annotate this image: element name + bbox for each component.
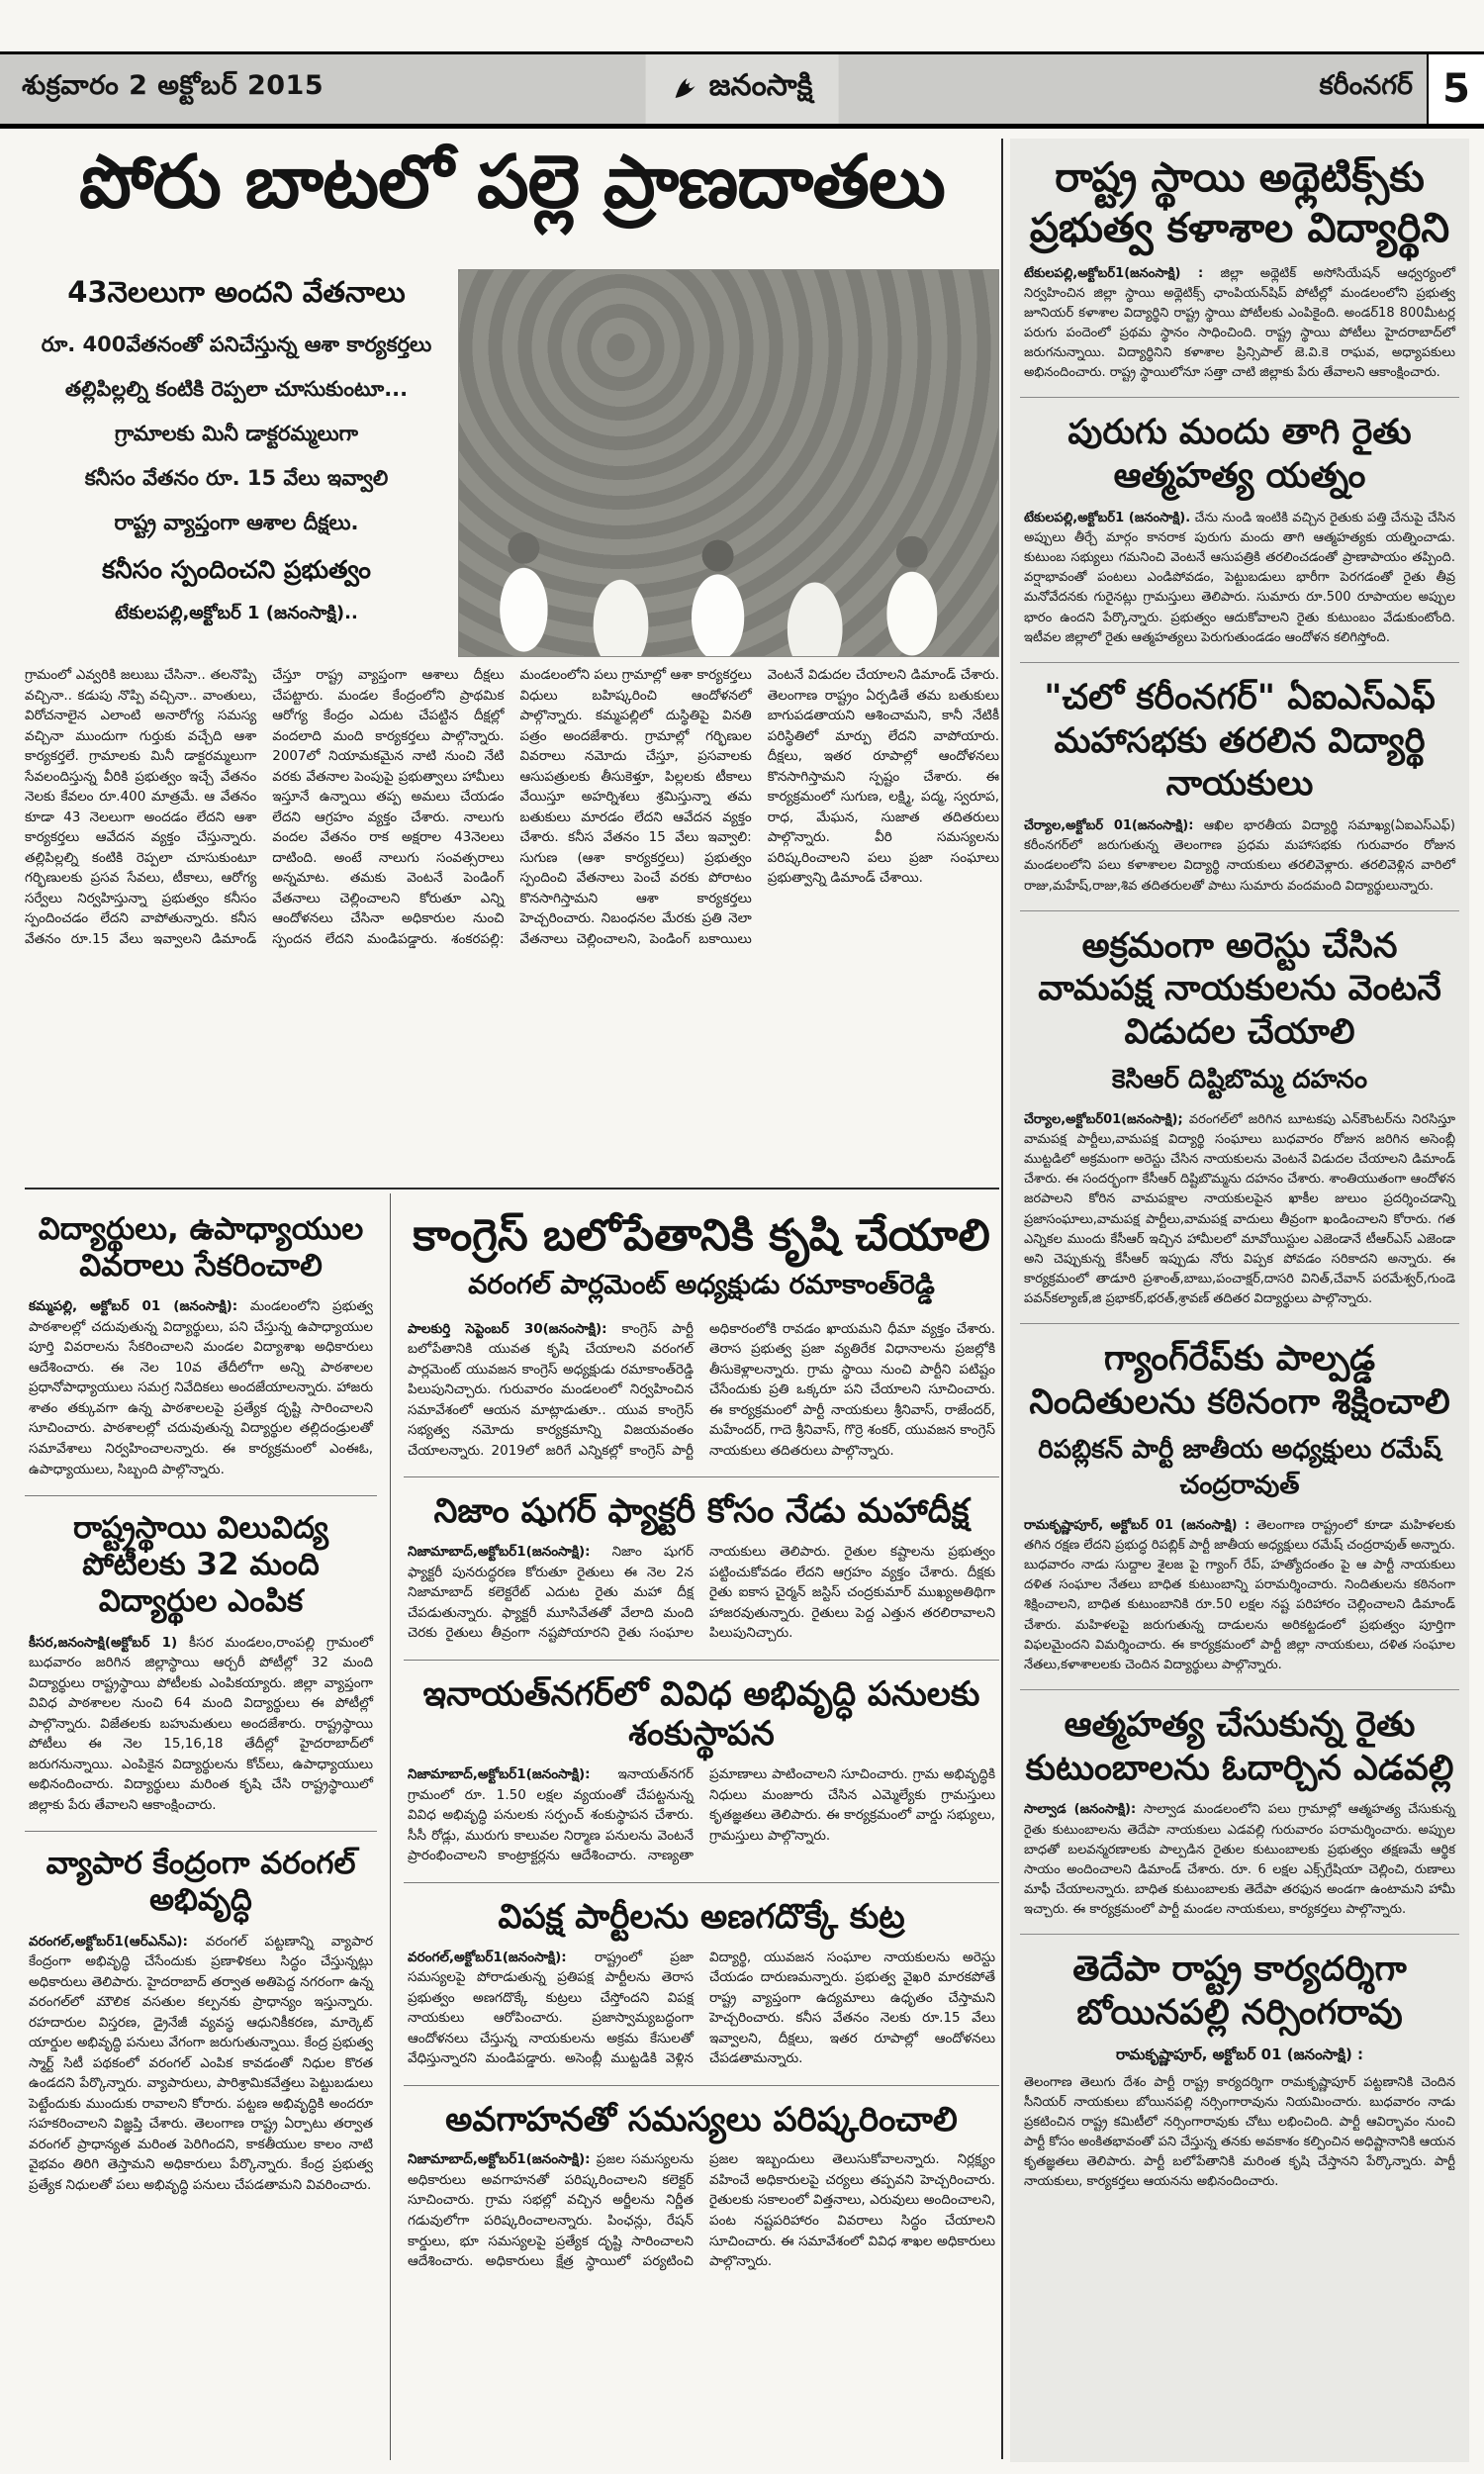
lead-body — [25, 665, 999, 1182]
article-body — [408, 1764, 995, 1866]
page-header — [0, 51, 1484, 129]
edition-label: కరీంనగర్ — [1319, 70, 1413, 101]
article-aisf-mahasabha — [1020, 663, 1459, 911]
lead-body-text: గ్రామంలో ఎవ్వరికి జలుబు చేసినా.. తలనొప్పి వచ్చినా.. కడుపు నొప్పి వచ్చినా.. వాంతులు, విరోచనాలైన ఎలాంటి అనారోగ్య సమస్య వచ్చినా ముందుగా గుర్తుకు వచ్చేది ఆశా కార్యకర్తలే. గ్రామాలకు మినీ డాక్టరమ్మలుగా సేవలందిస్తున్న వీరికి ప్రభుత్వం ఇచ్చే వేతనం నెలకు కేవలం రూ.400 మాత్రమే. ఆ వేతనం కూడా 43 నెలలుగా అందడం లేదని ఆశా కార్యకర్తలు ఆవేదన వ్యక్తం చేస్తున్నారు. తల్లిపిల్లల్ని కంటికి రెప్పలా చూసుకుంటూ గర్భిణులకు ప్రసవ సేవలు, టీకాలు, ఆరోగ్య సర్వేలు నిర్వహిస్తున్నా ప్రభుత్వం కనీసం స్పందించడం లేదని వాపోతున్నారు. కనీస వేతనం రూ.15 వేలు ఇవ్వాలని డిమాండ్ చేస్తూ రాష్ట్ర వ్యాప్తంగా ఆశాలు దీక్షలు చేపట్టారు. మండల కేంద్రంలోని ప్రాథమిక ఆరోగ్య కేంద్రం ఎదుట చేపట్టిన దీక్షల్లో వందలాది మంది కార్యకర్తలు పాల్గొన్నారు. 2007లో నియామకమైన నాటి నుంచి నేటి వరకు వేతనాల పెంపుపై ప్రభుత్వాలు హామీలు ఇస్తూనే ఉన్నాయి తప్ప అమలు చేయడం లేదని ఆగ్రహం వ్యక్తం చేశారు. నాలుగు వందల వేతనం రాక అక్షరాల 43నెలలు దాటింది. అంటే నాలుగు సంవత్సరాలు అన్నమాట. తమకు వెంటనే పెండింగ్ వేతనాలు చెల్లించాలని కోరుతూ ఎన్ని ఆందోళనలు చేసినా అధికారుల నుంచి స్పందన లేదని మండిపడ్డారు. శంకరపల్లి: మండలంలోని పలు గ్రామాల్లో ఆశా కార్యకర్తలు విధులు బహిష్కరించి ఆందోళనలో పాల్గొన్నారు. కమ్మపల్లిలో దుస్థితిపై వినతి పత్రం అందజేశారు. గ్రామాల్లో గర్భిణుల వివరాలు నమోదు చేస్తూ, ప్రసవాలకు ఆసుపత్రులకు తీసుకెళ్తూ, పిల్లలకు టీకాలు వేయిస్తూ అహర్నిశలు శ్రమిస్తున్నా తమ బతుకులు మారడం లేదని ఆవేదన వ్యక్తం చేశారు. కనీస వేతనం 15 వేలు ఇవ్వాలి: సుగుణ (ఆశా కార్యకర్తలు) ప్రభుత్వం స్పందించి వేతనాలు పెంచే వరకు పోరాటం కొనసాగిస్తామని ఆశా కార్యకర్తలు హెచ్చరించారు. నిబంధనల మేరకు ప్రతి నెలా వేతనాలు చెల్లించాలని, పెండింగ్ బకాయిలు వెంటనే విడుదల చేయాలని డిమాండ్ చేశారు. తెలంగాణ రాష్ట్రం ఏర్పడితే తమ బతుకులు బాగుపడతాయని ఆశించామని, కానీ నేటికీ పరిస్థితిలో మార్పు లేదని వాపోయారు. దీక్షలు, ఇతర రూపాల్లో ఆందోళనలు కొనసాగిస్తామని స్పష్టం చేశారు. ఈ కార్యక్రమంలో సుగుణ, లక్ష్మి, పద్మ, స్వరూప, రాధ, మేఘన, సుజాత తదితరులు పాల్గొన్నారు. వీరి సమస్యలను పరిష్కరించాలని పలు ప్రజా సంఘాలు ప్రభుత్వాన్ని డిమాండ్ చేశాయి. — [25, 667, 999, 947]
article-body-text: ప్రజల సమస్యలను అధికారులు అవగాహనతో పరిష్కరించాలని కలెక్టర్ సూచించారు. గ్రామ సభల్లో వచ్చిన అర్జీలను నిర్ణీత గడువులోగా పరిష్కరించాలన్నారు. పింఛన్లు, రేషన్ కార్డులు, భూ సమస్యలపై ప్రత్యేక దృష్టి సారించాలని ఆదేశించారు. అధికారులు క్షేత్ర స్థాయిలో పర్యటించి ప్రజల ఇబ్బందులు తెలుసుకోవాలన్నారు. నిర్లక్ష్యం వహించే అధికారులపై చర్యలు తప్పవని హెచ్చరించారు. రైతులకు సకాలంలో విత్తనాలు, ఎరువులు అందించాలని, పంట నష్టపరిహారం వివరాలు సిద్ధం చేయాలని సూచించారు. ఈ సమావేశంలో వివిధ శాఖల అధికారులు పాల్గొన్నారు. — [408, 2151, 995, 2270]
article-punish-gangrape-accused — [1020, 1324, 1459, 1690]
lead-dateline: టేకులపల్లి,అక్టోబర్ 1 (జనంసాక్షి).. — [115, 603, 358, 623]
article-headline: రాష్ట్ర స్థాయి అథ్లెటిక్స్‌కు ప్రభుత్వ కళాశాల విద్యార్థిని — [1029, 153, 1450, 252]
article-release-left-leaders — [1020, 911, 1459, 1325]
article-headline: నిజాం షుగర్ ఫ్యాక్టరీ కోసం నేడు మహాదీక్ష — [433, 1491, 970, 1532]
deck-line: రాష్ట్ర వ్యాప్తంగా ఆశాల దీక్షలు. — [114, 511, 359, 534]
article-body-text: మండలంలోని ప్రభుత్వ పాఠశాలల్లో చదువుతున్న విద్యార్థులు, పని చేస్తున్న ఉపాధ్యాయుల పూర్తి వివరాలను సేకరించాలని మండల విద్యాశాఖ అధికారులు ఆదేశించారు. ఈ నెల 10వ తేదీలోగా అన్ని పాఠశాలల ప్రధానోపాధ్యాయులు సమగ్ర నివేదికలు అందజేయాలన్నారు. హాజరు శాతం తక్కువగా ఉన్న పాఠశాలలపై ప్రత్యేక దృష్టి సారించాలని సూచించారు. పాఠశాలల్లో చదువుతున్న విద్యార్థుల తల్లిదండ్రులతో సమావేశాలు నిర్వహించాలన్నారు. ఈ కార్యక్రమంలో ఎంఈఓ, ఉపాధ్యాయులు, సిబ్బంది పాల్గొన్నారు. — [29, 1298, 373, 1477]
article-subhead: కెసిఆర్ దిష్టిబొమ్మ దహనం — [1111, 1064, 1368, 1094]
article-dateline: కీసర,జనంసాక్షి(అక్టోబర్ 1) — [29, 1634, 178, 1651]
article-body-text: వరంగల్‌లో జరిగిన బూటకపు ఎన్‌కౌంటర్‌ను నిరసిస్తూ వామపక్ష పార్టీలు,వామపక్ష విద్యార్థి సంఘాలు బుధవారం రోజున జరిగిన అసెంబ్లీ ముట్టడిలో అక్రమంగా అరెస్టు చేసిన నాయకులను వెంటనే విడుదల చేయాలని డిమాండ్ చేశారు. ఈ సందర్భంగా కేసీఆర్ దిష్టిబొమ్మను దహనం చేశారు. శాంతియుతంగా ఆందోళన జరపాలని కోరిన వామపక్షాల నాయకులపైన ఖాకీల జులుం ప్రదర్శించడాన్ని ప్రజాసంఘాలు,వామపక్ష పార్టీలు,వామపక్ష వాదులు తీవ్రంగా ఖండించాలని కోరారు. గత ఎన్నికల ముందు కేసీఆర్ ఇచ్చిన హామీలలో మావోయిస్టుల ఎజెండానే టీఆర్ఎస్ ఎజెండా అని చెప్పుకున్న కేసీఆర్ ఇప్పుడు నోరు విప్పక పోవడం సరికాదని అన్నారు. ఈ కార్యక్రమంలో తాడూరి ప్రశాంత్,బాబు,పంచాక్షర్,దాసరి వినిత్,చేవాన్ పరమేశ్వర్,గుండె పవన్‌కల్యాణ్,జి ప్రభాకర్,భరత్,శ్రావణ్ తదితర విద్యార్థులు పాల్గొన్నారు. — [1024, 1111, 1455, 1307]
article-headline: తెదేపా రాష్ట్ర కార్యదర్శిగా బోయినపల్లి నర్సింగరావు — [1072, 1950, 1407, 2034]
lead-deck — [25, 269, 458, 657]
article-body — [1024, 509, 1455, 648]
article-headline: వ్యాపార కేంద్రంగా వరంగల్ అభివృద్ధి — [46, 1846, 356, 1919]
article-body — [1024, 816, 1455, 897]
article-body — [408, 1948, 995, 2069]
article-body-text: కీసర మండలం,రాంపల్లి గ్రామంలో బుధవారం జరిగిన జిల్లాస్థాయి ఆర్చరీ పోటీల్లో 32 మంది విద్యార్థులు రాష్ట్రస్థాయి పోటీలకు ఎంపికయ్యారు. జిల్లా వ్యాప్తంగా వివిధ పాఠశాలల నుంచి 64 మంది విద్యార్థులు ఈ పోటీల్లో పాల్గొన్నారు. విజేతలకు బహుమతులు అందజేశారు. రాష్ట్రస్థాయి పోటీలు ఈ నెల 15,16,18 తేదీల్లో హైదరాబాద్‌లో జరుగనున్నాయి. ఎంపికైన విద్యార్థులను కోచ్‌లు, ఉపాధ్యాయులు అభినందించారు. విద్యార్థులు మరింత కృషి చేసి రాష్ట్రస్థాయిలో జిల్లాకు పేరు తేవాలని ఆకాంక్షించారు. — [29, 1634, 373, 1813]
article-warangal-business — [25, 1832, 377, 2211]
article-dateline: రామకృష్ణాపూర్, అక్టోబర్ 01 (జనంసాక్షి) : — [1115, 2045, 1364, 2063]
article-students-details — [25, 1197, 377, 1496]
article-solve-problems — [404, 2086, 999, 2288]
vertical-divider-main — [1001, 139, 1003, 2459]
deck-line: కనీసం వేతనం రూ. 15 వేలు ఇవ్వాలి — [84, 466, 389, 490]
article-opposition-conspiracy — [404, 1883, 999, 2086]
article-dateline: టేకులపల్లి,అక్టోబర్1 (జనంసాక్షి). — [1024, 510, 1191, 525]
article-dateline: రామకృష్ణాపూర్, అక్టోబర్ 01 (జనంసాక్షి) : — [1024, 1517, 1251, 1533]
horizontal-divider-lead — [25, 1188, 999, 1189]
article-body — [29, 1633, 373, 1816]
article-inayatnagar-works — [404, 1661, 999, 1883]
masthead-logo-icon — [672, 72, 701, 106]
article-dateline: చేర్యాల,అక్టోబర్01(జనంసాక్షి); — [1024, 1111, 1183, 1127]
article-body-text: తెలంగాణ రాష్ట్రంలో కూడా మహిళలకు తగిన రక్షణ లేదని ప్రభుద్ధ రిపబ్లిక్ పార్టీ జాతీయ అధ్యక్షులు రమేష్ చంద్రరావుత్ అన్నారు. బుధవారం నాడు సుద్దాల శైలజ పై గ్యాంగ్ రేప్, హత్యోదంతం పై ఆ పార్టీ నాయకులు దళిత సంఘాల నేతలు బాధిత కుటుంబాన్ని పరామర్శించారు. నిందితులను కఠినంగా శిక్షించాలని, బాధిత కుటుంబానికి రూ.50 లక్షల నష్ట పరిహారం చెల్లించాలని డిమాండ్ చేశారు. మహిళలపై జరుగుతున్న దాడులను అరికట్టడంలో ప్రభుత్వం పూర్తిగా విఫలమైందని విమర్శించారు. ఈ కార్యక్రమంలో పార్టీ జిల్లా నాయకులు, దళిత సంఘాల నేతలు,కళాశాలలకు చెందిన విద్యార్థులు పాల్గొన్నారు. — [1024, 1517, 1456, 1672]
article-farmer-suicide-attempt — [1020, 398, 1459, 662]
article-body — [29, 1932, 373, 2196]
article-body-text: ఆఖిల భారతీయ విద్యార్థి సమాఖ్య(ఏఐఎస్ఎఫ్) కరీంనగర్‌లో జరుగుతున్న తెలంగాణ ప్రధమ మహాసభకు గురువారం రోజున మండలంలోని పలు కళాశాలల విద్యార్థి నాయకులు తరలివెళ్లారు. తరలివెళ్లిన వారిలో రాజు,మహేష్,రాజు,శివ తదితరులతో పాటు సుమారు వందమంది విద్యార్థులున్నారు. — [1024, 818, 1455, 894]
masthead — [646, 54, 839, 124]
lead-top-block — [25, 269, 999, 657]
article-body — [408, 2149, 995, 2271]
lead-headline: పోరు బాటలో పల్లె ప్రాణదాతలు — [79, 140, 945, 225]
deck-line: తల్లిపిల్లల్ని కంటికి రెప్పలా చూసుకుంటూ... — [64, 377, 409, 401]
deck-line: 43నెలలుగా అందని వేతనాలు — [67, 275, 406, 309]
article-headline: అవగాహనతో సమస్యలు పరిష్కరించాలి — [445, 2099, 958, 2140]
masthead-title: జనంసాక్షి — [708, 68, 813, 103]
article-body-text: వరంగల్ పట్టణాన్ని వ్యాపార కేంద్రంగా అభివృద్ధి చేసేందుకు ప్రణాళికలు సిద్ధం చేస్తున్నట్లు అధికారులు తెలిపారు. హైదరాబాద్ తర్వాత అతిపెద్ద నగరంగా ఉన్న వరంగల్‌లో మౌలిక వసతుల కల్పనకు ప్రాధాన్యం ఇస్తున్నారు. రహదారుల విస్తరణ, డ్రైనేజీ వ్యవస్థ ఆధునికీకరణ, మార్కెట్ యార్డుల అభివృద్ధి పనులు వేగంగా జరుగుతున్నాయి. కేంద్ర ప్రభుత్వ స్మార్ట్ సిటీ పథకంలో వరంగల్ ఎంపిక కావడంతో నిధుల కొరత ఉండదని పేర్కొన్నారు. వ్యాపారులు, పారిశ్రామికవేత్తలు పెట్టుబడులు పెట్టేందుకు ముందుకు రావాలని కోరారు. పట్టణ అభివృద్ధికి అందరూ సహకరించాలని విజ్ఞప్తి చేశారు. తెలంగాణ రాష్ట్ర ఏర్పాటు తర్వాత వరంగల్ ప్రాధాన్యత మరింత పెరిగిందని, కాకతీయుల కాలం నాటి వైభవం తిరిగి తెస్తామని అధికారులు పేర్కొన్నారు. కేంద్ర ప్రభుత్వ ప్రత్యేక నిధులతో పలు అభివృద్ధి పనులు చేపడతామని వివరించారు. — [29, 1933, 373, 2193]
deck-line: రూ. 400వేతనంతో పనిచేస్తున్న ఆశా కార్యకర్తలు — [41, 333, 432, 356]
article-console-farmer-families — [1020, 1690, 1459, 1935]
article-dateline: టేకులపల్లి,అక్టోబర్1(జనంసాక్షి) : — [1024, 265, 1204, 281]
article-dateline: నిజామాబాద్,అక్టోబర్1(జనంసాక్షి): — [408, 1544, 591, 1560]
article-dateline: నిజామాబాద్,అక్టోబర్1(జనంసాక్షి): — [408, 1766, 591, 1783]
article-body-text: చేను నుండి ఇంటికి వచ్చిన రైతుకు పత్తి చేనుపై చేసిన అప్పులు తీర్చే మార్గం కానరాక పురుగు మందు తాగి ఆత్మహత్యకు యత్నించాడు. కుటుంబ సభ్యులు గమనించి వెంటనే ఆసుపత్రికి తరలించడంతో ప్రాణాపాయం తప్పింది. వర్షాభావంతో పంటలు ఎండిపోవడం, పెట్టుబడులు భారీగా పెరగడంతో రైతు తీవ్ర మనోవేదనకు గురైనట్లు గ్రామస్తులు తెలిపారు. సుమారు రూ.500 రూపాయల అప్పుల భారం ఉందని పేర్కొన్నారు. ప్రభుత్వం ఆదుకోవాలని రైతు కుటుంబం వేడుకుంటోంది. ఇటీవల జిల్లాలో రైతు ఆత్మహత్యలు పెరుగుతుండడం ఆందోళన కలిగిస్తోంది. — [1024, 510, 1455, 645]
article-headline: కాంగ్రెస్ బలోపేతానికి కృషి చేయాలి — [413, 1210, 990, 1261]
article-dateline: కమ్మపల్లి, అక్టోబర్ 01 (జనంసాక్షి): — [29, 1298, 238, 1315]
article-headline: విద్యార్థులు, ఉపాధ్యాయుల వివరాలు సేకరించాలి — [38, 1211, 364, 1285]
article-body-text: జిల్లా అథ్లెటిక్ అసోసియేషన్ ఆధ్వర్యంలో నిర్వహించిన జిల్లా స్థాయి అథ్లెటిక్స్ ఛాంపియన్‌షిప్ పోటీల్లో మండలంలోని ప్రభుత్వ జూనియర్ కళాశాల విద్యార్థిని రాష్ట్ర స్థాయి పోటీలకు ఎంపికైంది. అండర్18 800మీటర్ల పరుగు పందెంలో ప్రథమ స్థానం సాధించింది. రాష్ట్ర స్థాయి పోటీలు హైదరాబాద్‌లో జరుగనున్నాయి. విద్యార్థినిని కళాశాల ప్రిన్సిపాల్ జె.వి.కె రాఘవ, అధ్యాపకులు అభినందించారు. రాష్ట్ర స్థాయిలోనూ సత్తా చాటి జిల్లాకు పేరు తేవాలని ఆకాంక్షించారు. — [1024, 265, 1455, 381]
article-body-text: సాల్వాడ మండలంలోని పలు గ్రామాల్లో ఆత్మహత్య చేసుకున్న రైతు కుటుంబాలను తెదేపా నాయకులు ఎడవల్లి గురువారం పరామర్శించారు. అప్పుల బాధతో బలవన్మరణాలకు పాల్పడిన రైతుల కుటుంబాలకు ప్రభుత్వం తక్షణమే ఆర్థిక సాయం అందించాలని డిమాండ్ చేశారు. రూ. 6 లక్షల ఎక్స్‌గ్రేషియా చెల్లించి, రుణాలు మాఫీ చేయాలన్నారు. బాధిత కుటుంబాలకు తెదేపా తరఫున అండగా ఉంటామని హామీ ఇచ్చారు. ఈ కార్యక్రమంలో పార్టీ మండల నాయకులు, కార్యకర్తలు పాల్గొన్నారు. — [1024, 1802, 1456, 1918]
article-body — [408, 1319, 995, 1462]
deck-line: గ్రామాలకు మినీ డాక్టరమ్మలుగా — [115, 422, 358, 445]
article-dateline: వరంగల్,అక్టోబర్1(ఆర్ఎన్ఎ): — [29, 1933, 188, 1950]
left-column — [25, 1197, 377, 2462]
article-congress-strengthen — [404, 1197, 999, 1477]
article-headline: "చలో కరీంనగర్" ఏఐఎస్ఎఫ్ మహాసభకు తరలిన విద్యార్థి నాయకులు — [1044, 677, 1436, 805]
article-dateline: వరంగల్,అక్టోబర్1(జనంసాక్షి): — [408, 1949, 567, 1965]
article-headline: విపక్ష పార్టీలను అణగదొక్కే కుట్ర — [498, 1896, 905, 1937]
article-nizam-sugar-deeksha — [404, 1477, 999, 1660]
article-body-text: కాంగ్రెస్ పార్టీ బలోపేతానికి యువత కృషి చేయాలని వరంగల్ పార్లమెంట్ యువజన కాంగ్రెస్ అధ్యక్షుడు రమాకాంత్‌రెడ్డి పిలుపునిచ్చారు. గురువారం మండలంలో నిర్వహించిన సమావేశంలో ఆయన మాట్లాడుతూ.. యువ కాంగ్రెస్ సభ్యత్వ నమోదు కార్యక్రమాన్ని విజయవంతం చేయాలన్నారు. 2019లో జరిగే ఎన్నికల్లో కాంగ్రెస్ పార్టీ అధికారంలోకి రావడం ఖాయమని ధీమా వ్యక్తం చేశారు. తెరాస ప్రభుత్వ ప్రజా వ్యతిరేక విధానాలను ప్రజల్లోకి తీసుకెళ్లాలన్నారు. గ్రామ స్థాయి నుంచి పార్టీని పటిష్టం చేసేందుకు ప్రతి ఒక్కరూ పని చేయాలని సూచించారు. ఈ కార్యక్రమంలో పార్టీ నాయకులు శ్రీనివాస్, రాజేందర్, మహేందర్, గాదె శ్రీనివాస్, గొర్రె శంకర్, యువజన కాంగ్రెస్ నాయకులు తదితరులు పాల్గొన్నారు. — [408, 1320, 995, 1459]
article-body-text: నిజాం షుగర్ ఫ్యాక్టరీ పునరుద్ధరణ కోరుతూ రైతులు ఈ నెల 2న నిజామాబాద్ కలెక్టరేట్ ఎదుట రైతు మహా దీక్ష చేపడుతున్నారు. ఫ్యాక్టరీ మూసివేతతో వేలాది మంది చెరకు రైతులు తీవ్రంగా నష్టపోయారని రైతు సంఘాల నాయకులు తెలిపారు. రైతుల కష్టాలను ప్రభుత్వం పట్టించుకోవడం లేదని ఆగ్రహం వ్యక్తం చేశారు. దీక్షకు రైతు ఐకాస చైర్మన్ జస్టిస్ చంద్రకుమార్ ముఖ్యఅతిథిగా హాజరవుతున్నారు. రైతులు పెద్ద ఎత్తున తరలిరావాలని పిలుపునిచ్చారు. — [408, 1544, 995, 1642]
article-headline: అక్రమంగా అరెస్టు చేసిన వామపక్ష నాయకులను వెంటనే విడుదల చేయాలి — [1038, 925, 1441, 1053]
article-dateline: సాల్వాడ (జనంసాక్షి): — [1024, 1802, 1137, 1818]
article-athletics-student — [1020, 139, 1459, 398]
article-body — [1024, 1800, 1455, 1920]
article-headline: రాష్ట్రస్థాయి విలువిద్య పోటీలకు 32 మంది విద్యార్థుల ఎంపిక — [72, 1510, 329, 1620]
article-subhead: వరంగల్ పార్లమెంట్ అధ్యక్షుడు రమాకాంత్‌రెడ్డి — [468, 1269, 935, 1300]
article-dateline: చేర్యాల,అక్టోబర్ 01(జనంసాక్షి): — [1024, 818, 1194, 834]
article-body — [1024, 264, 1455, 384]
article-subhead: రిపబ్లికన్ పార్టీ జాతీయ అధ్యక్షులు రమేష్ చంద్రరావుత్ — [1038, 1434, 1441, 1500]
article-archery-selection — [25, 1496, 377, 1832]
article-dateline: పాలకుర్తి సెప్టెంబర్ 30(జనంసాక్షి): — [408, 1320, 607, 1337]
edition-box — [1320, 54, 1484, 124]
article-body — [29, 1296, 373, 1479]
article-body-text: తెలంగాణ తెలుగు దేశం పార్టీ రాష్ట్ర కార్యదర్శిగా రామకృష్ణాపూర్ పట్టణానికి చెందిన సీనియర్ నాయకులు బోయినపల్లి నర్సింగారావును నియమించారు. బుధవారం నాడు ప్రకటించిన రాష్ట్ర కమిటీలో నర్సింగారావుకు చోటు లభించింది. పార్టీ ఆవిర్భావం నుంచి పార్టీ కోసం అంకితభావంతో పని చేస్తున్న తనకు అవకాశం కల్పించిన అధిష్టానానికి ఆయన కృతజ్ఞతలు తెలిపారు. పార్టీ బలోపేతానికి మరింత కృషి చేస్తానని పేర్కొన్నారు. పార్టీ నాయకులు, కార్యకర్తలు ఆయనను అభినందించారు. — [1024, 2074, 1455, 2190]
deck-subhead: కనీసం స్పందించని ప్రభుత్వం — [102, 555, 371, 584]
middle-column — [404, 1197, 999, 2462]
article-body — [1024, 1110, 1455, 1309]
article-headline: పురుగు మందు తాగి రైతు ఆత్మహత్య యత్నం — [1067, 413, 1412, 497]
right-column — [1010, 139, 1469, 2462]
page-number: 5 — [1427, 54, 1484, 124]
article-dateline: నిజామాబాద్,అక్టోబర్1(జనంసాక్షి): — [408, 2151, 591, 2168]
article-body-text: ఇనాయత్‌నగర్ గ్రామంలో రూ. 1.50 లక్షల వ్యయంతో చేపట్టనున్న వివిధ అభివృద్ధి పనులకు సర్పంచ్ శంకుస్థాపన చేశారు. సీసీ రోడ్లు, మురుగు కాలువల నిర్మాణ పనులను వెంటనే ప్రారంభించాలని కాంట్రాక్టర్లను ఆదేశించారు. నాణ్యతా ప్రమాణాలు పాటించాలని సూచించారు. గ్రామ అభివృద్ధికి నిధులు మంజూరు చేసిన ఎమ్మెల్యేకు గ్రామస్తులు కృతజ్ఞతలు తెలిపారు. ఈ కార్యక్రమంలో వార్డు సభ్యులు, గ్రామస్తులు పాల్గొన్నారు. — [408, 1766, 995, 1864]
article-body — [1024, 1516, 1455, 1675]
article-headline: గ్యాంగ్‌రేప్‌కు పాల్పడ్డ నిందితులను కఠినంగా శిక్షించాలి — [1029, 1339, 1450, 1423]
article-body — [1024, 2073, 1455, 2193]
article-tdp-secretary — [1020, 1935, 1459, 2206]
article-headline: ఆత్మహత్య చేసుకున్న రైతు కుటుంబాలను ఓదార్చిన ఎడవల్లి — [1025, 1704, 1454, 1788]
article-body — [408, 1542, 995, 1644]
lead-photo — [458, 269, 999, 657]
article-headline: ఇనాయత్‌నగర్‌లో వివిధ అభివృద్ధి పనులకు శంకుస్థాపన — [422, 1673, 980, 1755]
issue-date: శుక్రవారం 2 అక్టోబర్ 2015 — [22, 70, 325, 101]
vertical-divider-bottom — [390, 1193, 391, 2460]
article-body-text: రాష్ట్రంలో ప్రజా సమస్యలపై పోరాడుతున్న ప్రతిపక్ష పార్టీలను తెరాస ప్రభుత్వం అణగదొక్కే కుట్రలు చేస్తోందని విపక్ష నాయకులు ఆరోపించారు. ప్రజాస్వామ్యబద్ధంగా ఆందోళనలు చేస్తున్న నాయకులను అక్రమ కేసులతో వేధిస్తున్నారని మండిపడ్డారు. అసెంబ్లీ ముట్టడికి వెళ్లిన విద్యార్థి, యువజన సంఘాల నాయకులను అరెస్టు చేయడం దారుణమన్నారు. ప్రభుత్వ వైఖరి మారకపోతే రాష్ట్ర వ్యాప్తంగా ఉద్యమాలు ఉధృతం చేస్తామని హెచ్చరించారు. కనీస వేతనం నెలకు రూ.15 వేలు ఇవ్వాలని, దీక్షలు, ఇతర రూపాల్లో ఆందోళనలు చేపడతామన్నారు. — [408, 1949, 995, 2067]
